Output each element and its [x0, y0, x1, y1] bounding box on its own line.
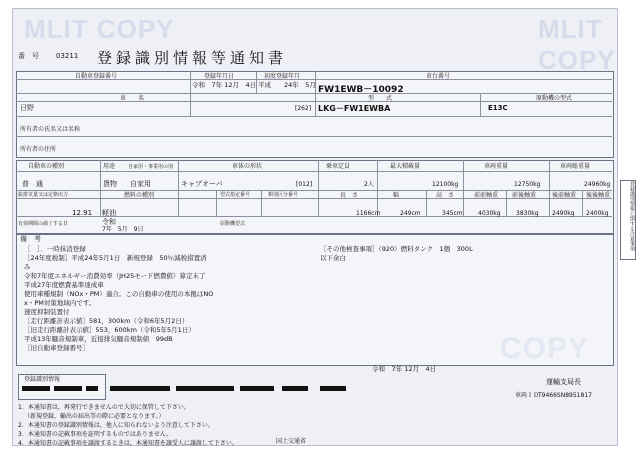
owner-name-label: 所有者の氏名又は名称: [20, 126, 81, 133]
category-label: 類別区分番号: [268, 192, 299, 198]
max-load-label: 最大積載量: [390, 163, 421, 170]
note-4: 3．本通知書の記載事項を証明するものではありません。: [18, 431, 173, 438]
redacted-id-5: [176, 386, 234, 391]
note-5: 4．本通知書の記載事項を譲渡するときは，本通知書を譲受人に譲渡して下さい。: [18, 440, 238, 447]
redacted-id-8: [320, 386, 346, 391]
watermark-left: MLIT COPY: [24, 14, 175, 44]
capacity-value: 2人: [364, 181, 374, 188]
gross-weight-label: 車両総重量: [560, 163, 591, 170]
width-label: 幅: [393, 192, 400, 199]
redacted-id-1: [22, 386, 50, 391]
displacement-label: 総排気量又は定格出力: [18, 192, 69, 198]
fr-axle-label: 前後軸重: [512, 192, 537, 199]
usage-value: 貨物: [103, 180, 117, 188]
ff-axle-label: 前前軸重: [474, 192, 499, 199]
redacted-id-2: [54, 386, 82, 391]
number-label: 番 号: [18, 52, 39, 60]
chassis-number-value: FW1EWB－10092: [318, 85, 404, 95]
body-shape-label: 車体の形状: [232, 163, 263, 170]
expiry-label: 有効期間の満了する日: [18, 221, 69, 227]
max-load-value: 12100kg: [432, 181, 459, 188]
chassis-number-label: 車台番号: [426, 73, 451, 80]
seal-text: 国土交通省: [276, 438, 307, 445]
first-registration-value: 平成 24年 5月: [258, 81, 316, 89]
remarks-line-10: ［旧走行距離計表示値］553，600km（令和5年5月1日）: [24, 326, 195, 334]
usage-sub-label: 自家用・事業用の別: [128, 164, 174, 170]
remarks-line-2: ［24年度税制］平成24年5月1日 新規登録 50％減税措置済: [24, 254, 207, 262]
fuel-label: 燃料の種別: [124, 192, 155, 199]
remarks-line-3: み: [24, 263, 31, 271]
vehicle-id-value: T9466SN8951817: [538, 392, 592, 399]
vehicle-id-label: 車両ＩＤ: [515, 392, 540, 399]
remarks-line-8: 速度抑制装置付: [24, 308, 70, 316]
usage-label: 用途: [103, 163, 116, 170]
capacity-label: 乗車定員: [326, 163, 351, 170]
remarks-line-4: 令和7年度エネルギー消費効率（JH25モード燃費値）算定末了: [24, 272, 206, 280]
gross-weight-value: 24960kg: [584, 181, 611, 188]
ff-axle-value: 4030kg: [478, 210, 501, 217]
expiry-date: 7年 5月 9日: [102, 226, 144, 233]
issue-date: 令和 7年 12月 4日: [372, 365, 437, 373]
note-2: （新規登録，輸出の届出等の際に必要となります。）: [24, 413, 165, 420]
number-value: 03211: [56, 52, 79, 60]
maker-label: 車 名: [120, 95, 145, 102]
side-panel: [620, 180, 636, 260]
note-3: 2．本通知書の登録識別情報は，他人に知られないよう注意して下さい。: [18, 422, 214, 429]
redacted-id-6: [240, 386, 274, 391]
vehicle-weight-label: 車両重量: [484, 163, 509, 170]
engine-model-label: 原動機の型式: [536, 95, 573, 102]
height-label: 高 さ: [436, 192, 455, 199]
model-value: LKG－FW1EWBA: [318, 104, 391, 113]
id-box-label: 登録識別情報: [24, 376, 61, 383]
rr-axle-label: 後後軸重: [586, 192, 611, 199]
note-1: 1．本通知書は，再発行できませんので大切に保管して下さい。: [18, 404, 190, 411]
model-label: 型 式: [368, 95, 393, 102]
body-shape-value: キャブオーバ: [181, 180, 223, 188]
width-value: 249cm: [400, 210, 421, 217]
registration-number-label: 自動車登録番号: [75, 73, 118, 80]
remarks-line-7: x・PM対策地域内です。: [24, 299, 96, 307]
type-designation-label: 型式指定番号: [220, 192, 251, 198]
vehicle-weight-value: 12750kg: [514, 181, 541, 188]
remarks-right-1: ［その他検査事項］（920）燃料タンク 1個 300L: [320, 245, 473, 253]
usage-sub-value: 自家用: [130, 180, 151, 188]
remarks-line-12: ［旧自動車登録番号］: [24, 344, 89, 352]
model-code: [262]: [295, 105, 312, 112]
remarks-line-9: ［走行距離計表示値］581，300km（令和6年5月2日）: [24, 317, 189, 325]
redacted-id-7: [282, 386, 308, 391]
engine-model-value: E13C: [488, 104, 508, 112]
expiry-era: 令和: [102, 218, 116, 226]
watermark-right: MLIT COPY: [538, 14, 616, 75]
manufacturing-label: 原動機型式: [220, 221, 246, 227]
page-title: 登録識別情報等通知書: [97, 49, 288, 67]
fr-axle-value: 3830kg: [516, 210, 539, 217]
remarks-line-11: 平成13年騒音規制車，近接排気騒音規制値 99dB: [24, 335, 173, 343]
redacted-id-4: [110, 386, 170, 391]
displacement-value: 12.91: [72, 209, 93, 217]
remarks-line-1: ［ ］．一時抹消登録: [24, 245, 86, 253]
fuel-value: 軽油: [102, 209, 116, 217]
redacted-id-3: [86, 386, 98, 391]
vehicle-type-label: 自動車の種別: [28, 163, 65, 170]
owner-address-label: 所有者の住所: [20, 146, 57, 153]
body-code: [012]: [296, 181, 313, 188]
side-panel-text: 登録識別情報に関する注意事項: [629, 181, 635, 251]
vehicle-type-value: 普 通: [22, 180, 43, 188]
remarks-line-6: 使用車種規制（NOx・PM）適合。この自動車の使用の本拠はNO: [24, 290, 214, 298]
rr-axle-value: 2400kg: [586, 210, 609, 217]
watermark-bottom: COPY: [500, 332, 590, 365]
length-label: 長 さ: [340, 192, 359, 199]
first-registration-label: 初度登録年月: [264, 73, 301, 80]
remarks-line-5: 平成27年度燃費基準達成車: [24, 281, 104, 289]
registration-date-label: 登録年月日: [204, 73, 235, 80]
rf-axle-label: 後前軸重: [552, 192, 577, 199]
maker-value: 日野: [20, 104, 34, 112]
length-value: 1166cm: [356, 210, 381, 217]
issuer: 運輸支局長: [546, 378, 581, 386]
rf-axle-value: 2490kg: [552, 210, 575, 217]
remarks-heading: 備 考: [20, 235, 41, 243]
remarks-right-2: 以下余白: [320, 254, 346, 262]
height-value: 345cm: [442, 210, 463, 217]
registration-date-value: 令和 7年 12月 4日: [192, 81, 257, 89]
